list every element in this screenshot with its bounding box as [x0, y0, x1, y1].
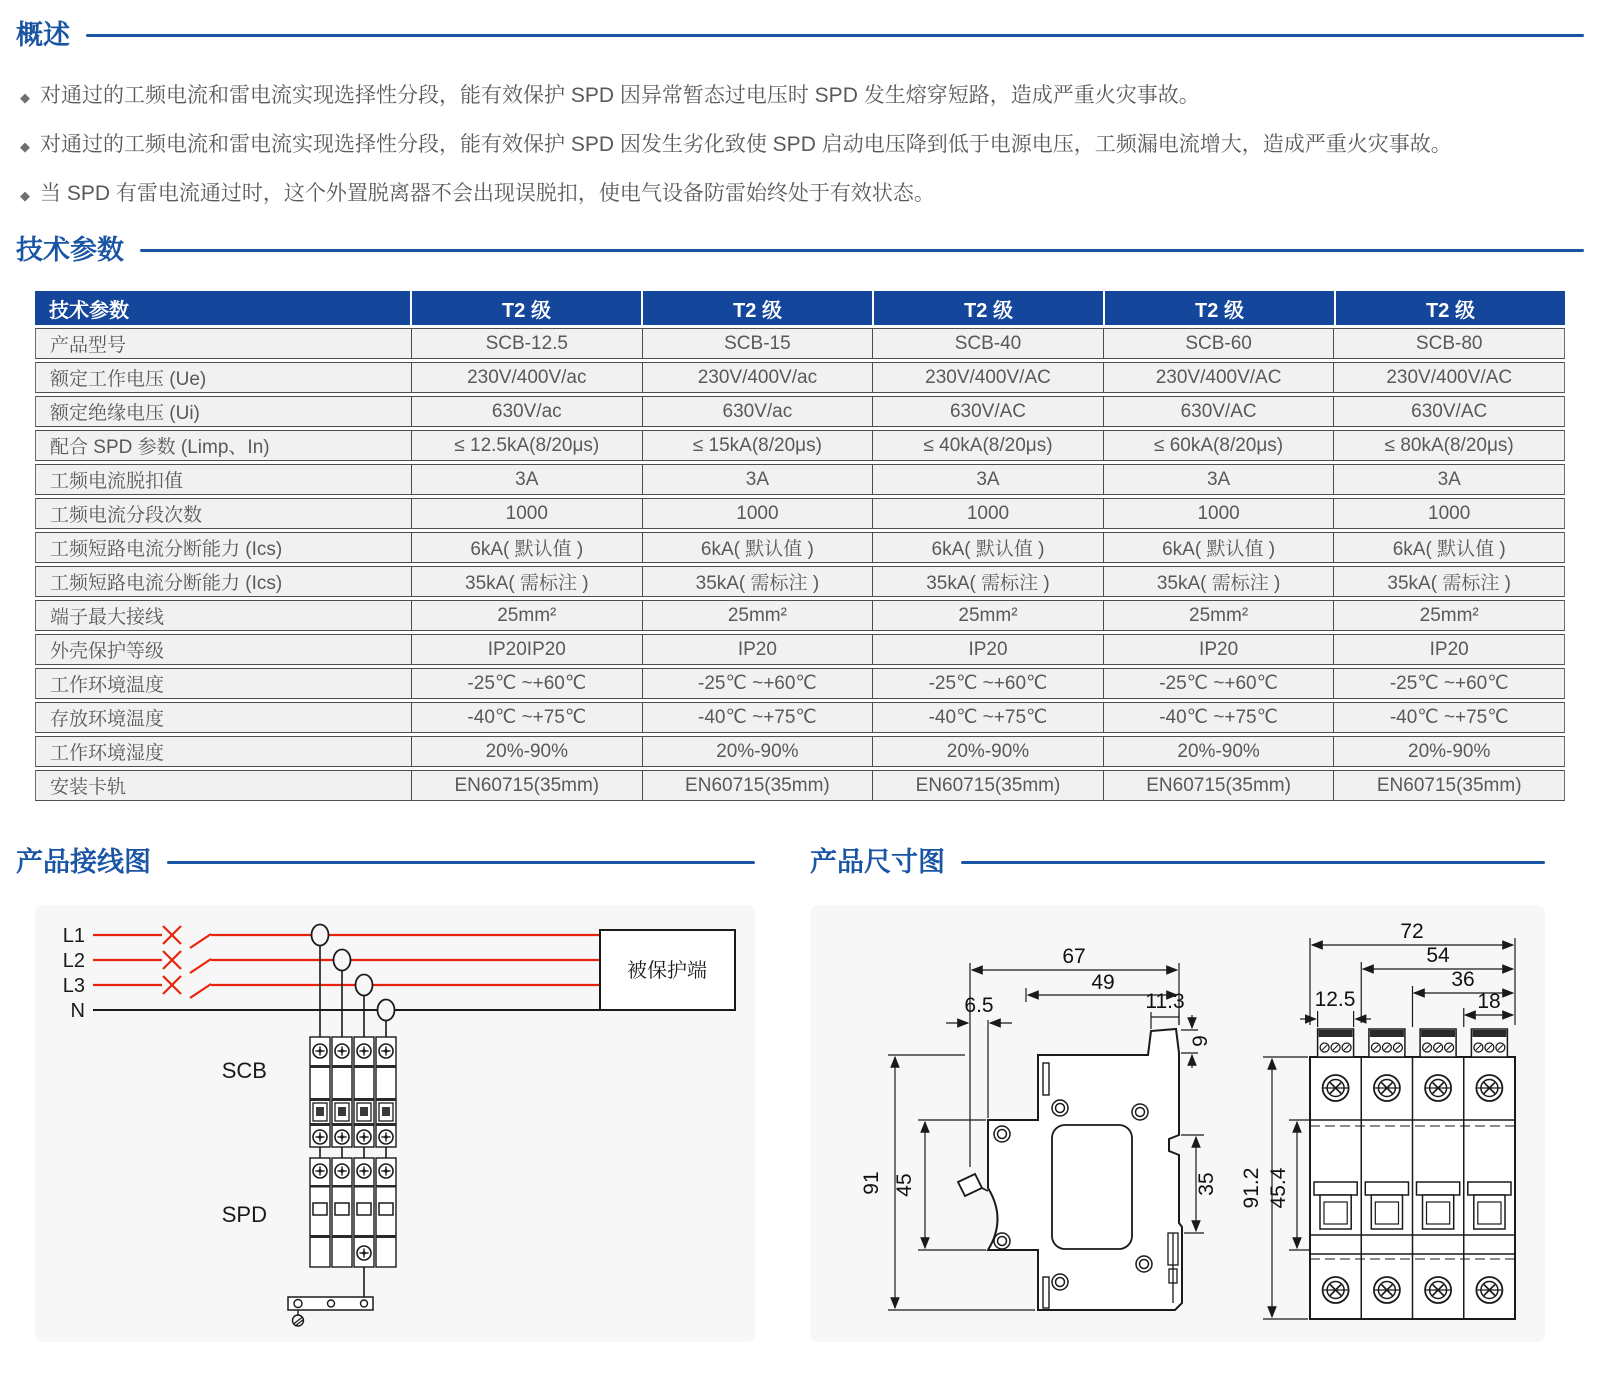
- spec-header-cell: T2 级: [410, 291, 641, 325]
- spec-cell: 630V/AC: [1333, 397, 1564, 426]
- spec-table-header: [35, 291, 1565, 325]
- spec-row-label: 额定绝缘电压 (Ui): [50, 403, 200, 424]
- spec-cell: -25℃ ~+60℃: [1103, 669, 1334, 698]
- spec-row: [35, 668, 1565, 699]
- dims-title-rule: [961, 861, 1545, 864]
- overview-section-header: [16, 18, 1584, 52]
- spec-cell: 3A: [642, 465, 873, 494]
- spec-row: [35, 736, 1565, 767]
- spec-row-label: 外壳保护等级: [50, 641, 165, 662]
- switch-blade-icon: [190, 984, 211, 998]
- spec-cell: SCB-12.5: [411, 329, 642, 358]
- spec-cell: 25mm²: [1333, 601, 1564, 630]
- spec-cell: -40℃ ~+75℃: [872, 703, 1103, 732]
- spec-cell: 230V/400V/ac: [411, 363, 642, 392]
- spec-cell: EN60715(35mm): [411, 771, 642, 800]
- specs-title: 技术参数: [16, 235, 124, 265]
- overview-bullet-text: 当 SPD 有雷电流通过时，这个外置脱离器不会出现误脱扣，使电气设备防雷始终处于有效状态。: [40, 182, 935, 205]
- spec-cell: ≤ 80kA(8/20μs): [1333, 431, 1564, 460]
- dims-panel: [810, 905, 1545, 1342]
- spec-cell: 3A: [872, 465, 1103, 494]
- overview-bullet-text: 对通过的工频电流和雷电流实现选择性分段，能有效保护 SPD 因发生劣化致使 SPD 启动电压降到低于电源电压，工频漏电流增大，造成严重火灾事故。: [40, 133, 1452, 156]
- side-toggle: [958, 1174, 982, 1196]
- spec-cell: 6kA( 默认值 ): [1103, 533, 1334, 562]
- specs-title-rule: [140, 249, 1584, 252]
- spec-cell: 35kA( 需标注 ): [642, 567, 873, 596]
- spec-row: [35, 566, 1565, 597]
- overview-list: [16, 72, 1584, 219]
- spec-cell: IP20: [1333, 635, 1564, 664]
- spec-cell: 3A: [411, 465, 642, 494]
- spec-cell: SCB-80: [1333, 329, 1564, 358]
- spec-cell: 25mm²: [411, 601, 642, 630]
- dimension-diagram: [810, 905, 1545, 1342]
- scb-toggles: [313, 1103, 393, 1121]
- spec-cell: EN60715(35mm): [1103, 771, 1334, 800]
- spec-cell: EN60715(35mm): [1333, 771, 1564, 800]
- spec-cell: 35kA( 需标注 ): [1333, 567, 1564, 596]
- overview-bullet: [16, 121, 1584, 170]
- protected-load-label: 被保护端: [627, 960, 707, 982]
- wiring-section-header: [16, 845, 755, 879]
- spec-row: [35, 464, 1565, 495]
- spec-cell: EN60715(35mm): [642, 771, 873, 800]
- spec-cell: ≤ 15kA(8/20μs): [642, 431, 873, 460]
- line-label-l3: L3: [62, 975, 85, 997]
- spec-row-label: 工频短路电流分断能力 (Ics): [50, 539, 283, 560]
- switch-blade-icon: [190, 959, 211, 973]
- overview-title: 概述: [16, 20, 70, 50]
- dim-9: 9: [1189, 1035, 1212, 1047]
- spec-header-cell: T2 级: [1334, 291, 1565, 325]
- spec-cell: 35kA( 需标注 ): [1103, 567, 1334, 596]
- spec-row: [35, 362, 1565, 393]
- dims-section-header: [810, 845, 1545, 879]
- spec-cell: 20%-90%: [411, 737, 642, 766]
- spec-cell: SCB-15: [642, 329, 873, 358]
- dim-49: 49: [1091, 971, 1115, 994]
- spec-row-label: 配合 SPD 参数 (Limp、In): [50, 437, 270, 458]
- spd-label: SPD: [221, 1202, 267, 1227]
- spec-cell: -40℃ ~+75℃: [411, 703, 642, 732]
- spec-row-label: 工频电流脱扣值: [50, 471, 184, 492]
- spec-cell: 35kA( 需标注 ): [872, 567, 1103, 596]
- spec-table: [35, 291, 1565, 801]
- spec-cell: 3A: [1103, 465, 1334, 494]
- spd-device: [310, 1158, 396, 1267]
- spec-cell: -25℃ ~+60℃: [1333, 669, 1564, 698]
- spec-cell: 25mm²: [872, 601, 1103, 630]
- spec-header-cell: T2 级: [1103, 291, 1334, 325]
- spec-row-label: 端子最大接线: [50, 607, 165, 628]
- spec-cell: 6kA( 默认值 ): [642, 533, 873, 562]
- line-label-n: N: [70, 1000, 85, 1022]
- spec-cell: 20%-90%: [1103, 737, 1334, 766]
- dim-91-2: 91.2: [1240, 1167, 1263, 1209]
- spec-cell: 230V/400V/AC: [1333, 363, 1564, 392]
- dim-18: 18: [1477, 990, 1501, 1013]
- spec-row: [35, 634, 1565, 665]
- spec-cell: 1000: [642, 499, 873, 528]
- spec-cell: 35kA( 需标注 ): [411, 567, 642, 596]
- spec-cell: ≤ 12.5kA(8/20μs): [411, 431, 642, 460]
- spec-cell: 20%-90%: [1333, 737, 1564, 766]
- front-view: [1310, 1029, 1515, 1319]
- spec-header-cell: T2 级: [872, 291, 1103, 325]
- spec-row-label: 工频电流分段次数: [50, 505, 203, 526]
- spec-cell: 1000: [872, 499, 1103, 528]
- spec-row-label: 额定工作电压 (Ue): [50, 369, 207, 390]
- spec-cell: -40℃ ~+75℃: [1103, 703, 1334, 732]
- dim-54: 54: [1426, 944, 1450, 967]
- spec-cell: IP20: [642, 635, 873, 664]
- tap-circles: [312, 925, 395, 1021]
- spec-cell: 1000: [411, 499, 642, 528]
- switch-blade-icon: [190, 934, 211, 948]
- dim-91: 91: [860, 1171, 883, 1195]
- spec-row: [35, 770, 1565, 801]
- scb-label: SCB: [221, 1058, 267, 1083]
- spec-header-cell: T2 级: [641, 291, 872, 325]
- spec-cell: -25℃ ~+60℃: [411, 669, 642, 698]
- side-view: [958, 1029, 1182, 1310]
- spec-cell: 630V/ac: [411, 397, 642, 426]
- spec-row: [35, 498, 1565, 529]
- spec-row: [35, 328, 1565, 359]
- overview-bullet-text: 对通过的工频电流和雷电流实现选择性分段，能有效保护 SPD 因异常暂态过电压时 SPD 发生熔穿短路，造成严重火灾事故。: [40, 84, 1200, 107]
- spec-row: [35, 702, 1565, 733]
- spec-cell: 630V/AC: [1103, 397, 1334, 426]
- spec-cell: SCB-60: [1103, 329, 1334, 358]
- spec-cell: EN60715(35mm): [872, 771, 1103, 800]
- diamond-icon: ◆: [20, 188, 30, 203]
- spd-windows: [313, 1203, 393, 1215]
- spec-row: [35, 532, 1565, 563]
- overview-bullet: [16, 72, 1584, 121]
- wiring-panel: [35, 905, 755, 1342]
- spec-row-label: 工作环境湿度: [50, 743, 165, 764]
- spec-cell: 630V/ac: [642, 397, 873, 426]
- spec-cell: 630V/AC: [872, 397, 1103, 426]
- spec-row-label: 存放环境温度: [50, 709, 165, 730]
- spec-cell: 230V/400V/AC: [872, 363, 1103, 392]
- spec-cell: 20%-90%: [872, 737, 1103, 766]
- earth-icon: [293, 1315, 304, 1326]
- spec-cell: 230V/400V/AC: [1103, 363, 1334, 392]
- dim-11-3: 11.3: [1145, 990, 1185, 1013]
- dims-column: [810, 845, 1545, 1342]
- wiring-diagram: [35, 905, 755, 1342]
- ground-bus: [288, 1267, 373, 1326]
- spec-row: [35, 396, 1565, 427]
- spec-header-cell: 技术参数: [35, 291, 410, 325]
- dim-12-5: 12.5: [1314, 988, 1356, 1011]
- dim-36: 36: [1451, 968, 1475, 991]
- dim-72: 72: [1400, 920, 1424, 943]
- spec-cell: 25mm²: [642, 601, 873, 630]
- spec-cell: 25mm²: [1103, 601, 1334, 630]
- diamond-icon: ◆: [20, 90, 30, 105]
- spec-row: [35, 600, 1565, 631]
- dim-6-5: 6.5: [964, 994, 994, 1017]
- spec-row-label: 工频短路电流分断能力 (Ics): [50, 573, 283, 594]
- spec-cell: IP20: [872, 635, 1103, 664]
- spec-cell: IP20IP20: [411, 635, 642, 664]
- scb-device: [310, 1037, 396, 1147]
- spec-cell: 6kA( 默认值 ): [411, 533, 642, 562]
- spec-cell: 20%-90%: [642, 737, 873, 766]
- dim-45: 45: [893, 1173, 916, 1197]
- spec-cell: -40℃ ~+75℃: [1333, 703, 1564, 732]
- dim-67: 67: [1062, 945, 1086, 968]
- spec-cell: ≤ 60kA(8/20μs): [1103, 431, 1334, 460]
- specs-section-header: [16, 233, 1584, 267]
- spec-row-label: 产品型号: [50, 335, 127, 356]
- spec-row: [35, 430, 1565, 461]
- wiring-column: [16, 845, 755, 1342]
- spec-row-label: 工作环境温度: [50, 675, 165, 696]
- spec-cell: -25℃ ~+60℃: [872, 669, 1103, 698]
- line-label-l1: L1: [62, 925, 85, 947]
- dims-title: 产品尺寸图: [810, 847, 945, 877]
- spec-cell: IP20: [1103, 635, 1334, 664]
- line-label-l2: L2: [62, 950, 85, 972]
- spec-cell: 1000: [1103, 499, 1334, 528]
- spec-cell: -40℃ ~+75℃: [642, 703, 873, 732]
- dim-35: 35: [1195, 1172, 1218, 1196]
- spec-cell: 6kA( 默认值 ): [872, 533, 1103, 562]
- wiring-title-rule: [167, 861, 755, 864]
- spec-cell: -25℃ ~+60℃: [642, 669, 873, 698]
- overview-bullet: [16, 170, 1584, 219]
- spec-cell: SCB-40: [872, 329, 1103, 358]
- overview-title-rule: [86, 34, 1584, 37]
- spec-cell: ≤ 40kA(8/20μs): [872, 431, 1103, 460]
- spec-cell: 230V/400V/ac: [642, 363, 873, 392]
- spec-cell: 1000: [1333, 499, 1564, 528]
- spec-cell: 6kA( 默认值 ): [1333, 533, 1564, 562]
- dim-45-4: 45.4: [1267, 1167, 1290, 1209]
- diagram-row: [16, 845, 1584, 1342]
- spec-cell: 3A: [1333, 465, 1564, 494]
- spec-row-label: 安装卡轨: [50, 777, 127, 798]
- diamond-icon: ◆: [20, 139, 30, 154]
- wiring-title: 产品接线图: [16, 847, 151, 877]
